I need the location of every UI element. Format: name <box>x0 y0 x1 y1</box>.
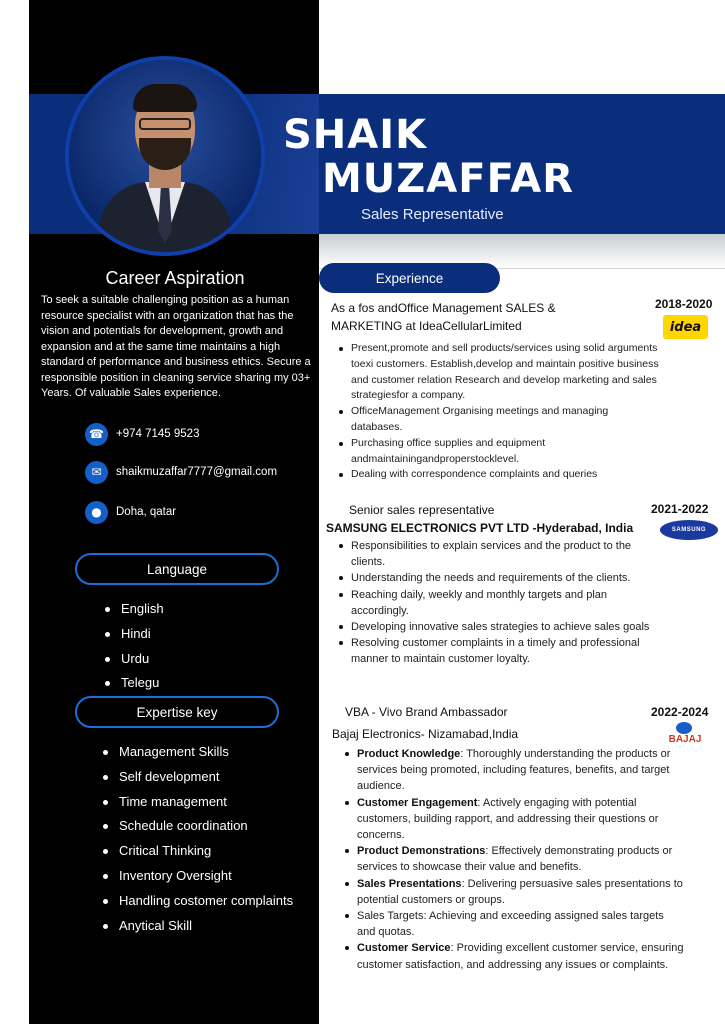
list-item: Customer Engagement: Actively engaging with potential customers, building rapport, and addressing their questions or concerns. <box>343 795 685 844</box>
list-item: Present,promote and sell products/services using solid arguments toexi customers. Establish,develop and maintain positive business and customer relation Research and develop marketing and sales strategiesfor a company. <box>337 341 659 404</box>
list-item: Time management <box>103 790 303 815</box>
list-item: Responsibilities to explain services and the product to the clients. <box>337 538 667 570</box>
list-item: Product Knowledge: Thoroughly understanding the products or services being promoted, including features, benefits, and target audience. <box>343 746 685 795</box>
job-role: Sales Representative <box>361 206 504 223</box>
contact-location <box>85 500 176 524</box>
career-text: To seek a suitable challenging position as a human resource specialist with an organization that has the vision and potentials for development, growth and expansion and at the same time maintains a high standard of performance and business ethics. Secure a responsible position in cleaning service sharing my 03+ Years. Of valuable Sales experience. <box>41 294 311 399</box>
job-bullets <box>343 746 685 973</box>
list-item: OfficeManagement Organising meetings and managing databases. <box>337 404 659 436</box>
list-item: Urdu <box>105 649 164 674</box>
list-item: Critical Thinking <box>103 839 303 864</box>
email-text[interactable]: shaikmuzaffar7777@gmail.com <box>116 466 278 478</box>
list-item: Sales Presentations: Delivering persuasive sales presentations to potential customers or groups. <box>343 876 685 908</box>
job-title: VBA - Vivo Brand Ambassador <box>345 705 508 719</box>
list-item: Telegu <box>105 673 164 698</box>
job-title <box>331 299 556 335</box>
list-item: Developing innovative sales strategies to achieve sales goals <box>337 619 667 635</box>
list-item: Sales Targets: Achieving and exceeding assigned sales targets and quotas. <box>343 908 685 940</box>
job-title: Senior sales representative <box>349 503 495 517</box>
contact-email[interactable] <box>85 460 277 484</box>
job-company-line: MARKETING at IdeaCellularLimited <box>331 319 522 333</box>
list-item: Management Skills <box>103 740 303 765</box>
list-item: Schedule coordination <box>103 814 303 839</box>
list-item: Resolving customer complaints in a timely and professional manner to maintain customer loyalty. <box>337 635 667 667</box>
expertise-list <box>103 740 303 938</box>
language-list <box>105 599 164 698</box>
last-name: MUZAFFAR <box>322 156 575 202</box>
list-item: English <box>105 599 164 624</box>
location-text: Doha, qatar <box>116 506 177 518</box>
list-item: Inventory Oversight <box>103 864 303 889</box>
list-item: Handling costomer complaints <box>103 889 303 914</box>
contact-phone <box>85 422 199 446</box>
job-bullets <box>337 538 667 668</box>
phone-text: +974 7145 9523 <box>116 428 200 440</box>
list-item: Purchasing office supplies and equipment andmaintainingandproperstocklevel. <box>337 436 659 468</box>
bajaj-mark-icon <box>676 722 692 734</box>
job-date: 2022-2024 <box>651 705 709 719</box>
list-item: Reaching daily, weekly and monthly targets and plan accordingly. <box>337 587 667 619</box>
list-item: Dealing with correspondence complaints and queries <box>337 467 659 483</box>
first-name: SHAIK <box>283 112 428 158</box>
list-item: Self development <box>103 765 303 790</box>
list-item: Customer Service: Providing excellent customer service, ensuring customer satisfaction, and addressing any issues or complaints. <box>343 940 685 972</box>
mail-icon: ✉ <box>85 461 108 484</box>
idea-logo: idea <box>663 315 708 339</box>
job-bullets <box>337 341 659 483</box>
samsung-logo: SAMSUNG <box>660 520 718 540</box>
phone-icon: ☎ <box>85 423 108 446</box>
job-date: 2021-2022 <box>651 502 709 516</box>
list-item: Product Demonstrations: Effectively demonstrating products or services to showcase their value and benefits. <box>343 843 685 875</box>
language-heading: Language <box>75 553 279 585</box>
list-item: Hindi <box>105 624 164 649</box>
location-pin-icon: ● <box>85 501 108 524</box>
job-date: 2018-2020 <box>655 297 713 311</box>
career-title: Career Aspiration <box>105 268 245 288</box>
job-title-line: As a fos andOffice Management SALES & <box>331 301 556 315</box>
bajaj-logo: BAJAJ <box>660 722 710 748</box>
list-item: Anytical Skill <box>103 914 303 939</box>
job-company-line: SAMSUNG ELECTRONICS PVT LTD -Hyderabad, India <box>326 521 634 535</box>
experience-heading: Experience <box>319 263 500 293</box>
profile-photo <box>65 56 265 256</box>
list-item: Understanding the needs and requirements of the clients. <box>337 570 667 586</box>
expertise-heading: Expertise key <box>75 696 279 728</box>
job-company-line: Bajaj Electronics- Nizamabad,India <box>332 727 519 741</box>
